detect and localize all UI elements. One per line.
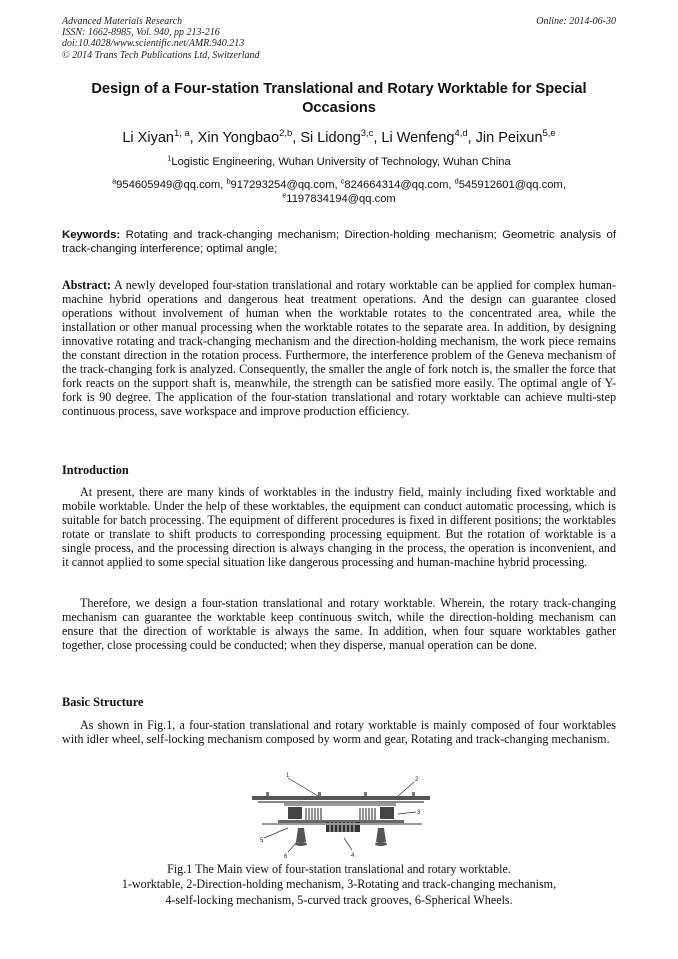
author: Jin Peixun$^{5,e}$ [475, 127, 556, 146]
figure-label: 1 [286, 773, 290, 779]
email: $^c$824664314@qq.com, [340, 176, 452, 191]
title-line-2: Occasions [302, 100, 376, 116]
introduction-paragraph-2: Therefore, we design a four-station translational and rotary worktable. Wherein, the rotary track-changing mechanism can guarantee the worktable keep continuous switch, while the direction-holding mechanism can ensure that the direction of worktable is always the same. In addition, when four square worktables gather together, close processing could be conducted; when they disperse, manual operation can be done. [62, 596, 616, 652]
title-line-1: Design of a Four-station Translational and Rotary Worktable for Special [91, 81, 587, 97]
introduction-paragraph-1: At present, there are many kinds of worktables in the industry field, mainly including fixed worktable and mobile worktable. Under the help of these worktables, the equipment can conduct automatic processing, which is suitable for batch processing. The equipment of different procedures is fixed in different positions; the worktables rotate or translate to shift products to corresponding processing equipment. But the rotation of worktable is a single process, and the processing direction is always changing in the process, the operation is inconvenient, and it cannot applied to some special situation like dangerous processing and human-machine hybrid processing. [62, 485, 616, 569]
paper-title [62, 80, 616, 118]
author: Si Lidong$^{3,c}$ [300, 127, 374, 146]
figure-label: 5 [260, 838, 264, 844]
affiliation: $^1$Logistic Engineering, Wuhan University of Technology, Wuhan China [167, 153, 511, 168]
figure-label: 3 [417, 810, 421, 816]
online-date: Online: 2014-06-30 [536, 16, 616, 27]
email: $^a$954605949@qq.com, [112, 176, 224, 191]
introduction-heading: Introduction [62, 463, 129, 477]
doi-line: doi:10.4028/www.scientific.net/AMR.940.213 [62, 38, 245, 50]
worktable-main-view-figure [248, 772, 434, 862]
journal-name: Advanced Materials Research [62, 16, 183, 27]
keywords-text: Rotating and track-changing mechanism; Direction-holding mechanism; Geometric analysis of track-changing interference; optimal angle; [62, 229, 616, 255]
figure-caption [62, 862, 616, 908]
figure-label: 6 [284, 854, 288, 860]
author-list: Li Xiyan$^{1, a}$, Xin Yongbao$^{2,b}$, Si Lidong$^{3,c}$, Li Wenfeng$^{4,d}$, Jin Peixun$^{5,e}$ [122, 127, 556, 146]
basic-structure-paragraph: As shown in Fig.1, a four-station translational and rotary worktable is mainly composed of four worktables with idler wheel, self-locking mechanism composed by worm and gear, Rotating and track-changing mechanism. [62, 718, 616, 746]
caption-line: 1-worktable, 2-Direction-holding mechanism, 3-Rotating and track-changing mechanism, [121, 877, 557, 892]
email: $^b$917293254@qq.com, [226, 176, 338, 191]
abstract [62, 278, 616, 418]
figure-label: 2 [415, 777, 419, 783]
keywords-label: Keywords: [62, 229, 121, 241]
abstract-label: Abstract: [62, 278, 112, 292]
abstract-text: A newly developed four-station translational and rotary worktable can be applied for complex human-machine hybrid operations and dangerous heat treatment operations. And the design can guarantee closed operations without involvement of human when the worktable rotates to the concentrated area, while the installation or other manual processing when the worktable rotates to the separate area. In addition, by designing innovative rotating and track-changing mechanism and the direction-holding mechanism, the work piece remains the constant direction in the rotation process. Furthermore, the interference problem of the Geneva mechanism of the track-changing fork is analyzed. Consequently, the smaller the angle of fork notch is, the smaller the force that fork reacts on the support shaft is, meanwhile, the strength can be satisfied more easily. The optimal angle of Y-fork is 90 degree. The application of the four-station translational and rotary worktable can achieve multi-step continuous process, save workspace and improve production efficiency. [62, 278, 617, 418]
caption-line: Fig.1 The Main view of four-station translational and rotary worktable. [167, 862, 511, 876]
caption-line: 4-self-locking mechanism, 5-curved track grooves, 6-Spherical Wheels. [165, 892, 513, 907]
journal-header [62, 16, 616, 61]
issn-line: ISSN: 1662-8985, Vol. 940, pp 213-216 [62, 27, 220, 39]
email: $^d$545912601@qq.com, [454, 176, 566, 191]
basic-structure-heading: Basic Structure [62, 695, 144, 709]
idler-wheels [288, 807, 394, 819]
keywords [62, 228, 616, 256]
email-list [72, 178, 606, 206]
email: $^e$1197834194@qq.com [282, 190, 396, 205]
copyright-line: © 2014 Trans Tech Publications Ltd, Switzerland [62, 49, 260, 61]
author: Xin Yongbao$^{2,b}$ [197, 127, 293, 146]
figure-label: 4 [351, 853, 355, 859]
worktable-plate [252, 796, 430, 800]
author: Li Xiyan$^{1, a}$ [122, 127, 190, 146]
author: Li Wenfeng$^{4,d}$ [381, 127, 468, 146]
